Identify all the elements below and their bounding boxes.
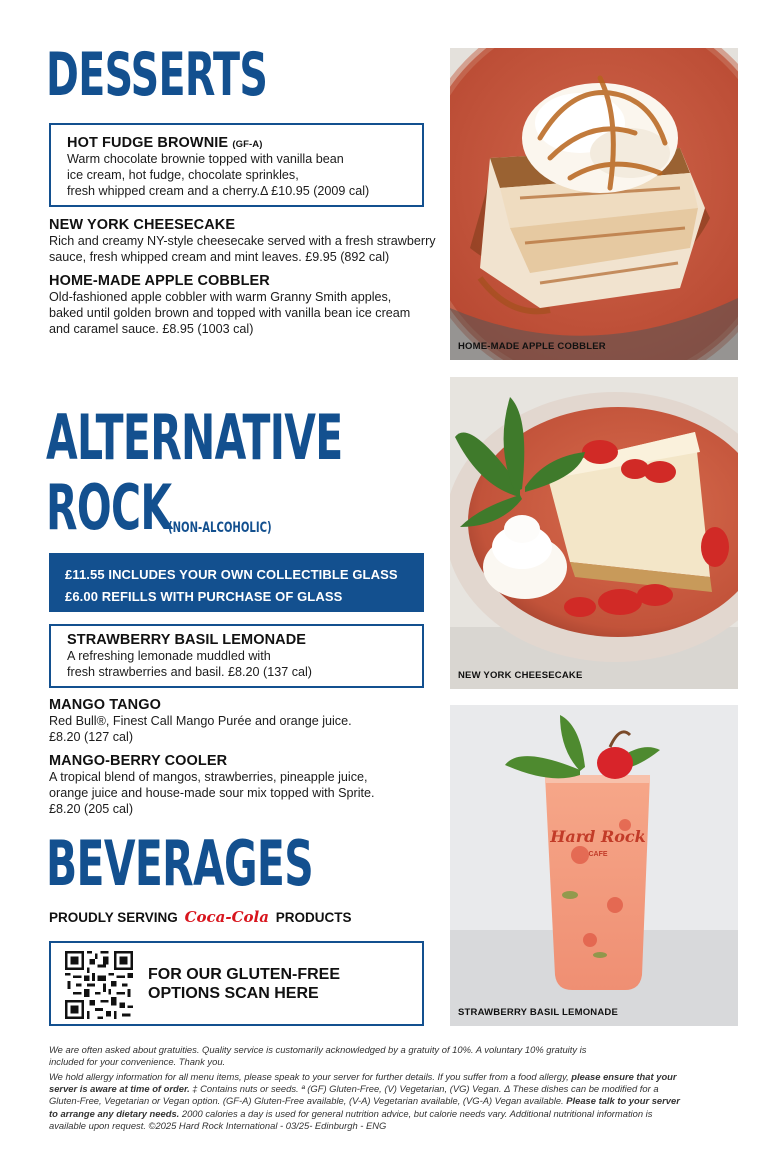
item-description: A refreshing lemonade muddled with fresh strawberries and basil. £8.20 (137 cal) <box>67 649 313 679</box>
item-name: MANGO TANGO <box>49 697 161 713</box>
banner-line: £11.55 INCLUDES YOUR OWN COLLECTIBLE GLASS <box>65 567 398 582</box>
item-description: Old-fashioned apple cobbler with warm Granny Smith apples, baked until golden brown and topped with vanilla bean ice cream and caramel sauce. £8.95 (1003 cal) <box>49 290 411 336</box>
serving-suffix: PRODUCTS <box>275 910 352 925</box>
serving-prefix: PROUDLY SERVING <box>49 910 178 925</box>
featured-drink-box <box>49 624 424 688</box>
banner-line: £6.00 REFILLS WITH PURCHASE OF GLASS <box>65 589 343 604</box>
alt-rock-tag: (NON-ALCOHOLIC) <box>168 520 272 536</box>
item-name: STRAWBERRY BASIL LEMONADE <box>67 632 307 648</box>
proudly-serving-line <box>49 908 351 926</box>
item-description: Rich and creamy NY-style cheesecake served with a fresh strawberry sauce, fresh whipped cream and mint leaves. £9.95 (892 cal) <box>49 234 436 264</box>
cheesecake-image <box>450 377 738 689</box>
item-description: Warm chocolate brownie topped with vanilla bean ice cream, hot fudge, chocolate sprinkles, fresh whipped cream and a cherry.Δ £10.95 (2009 cal) <box>67 152 370 198</box>
item-description: A tropical blend of mangos, strawberries, pineapple juice, orange juice and house-made sour mix topped with Sprite. £8.20 (205 cal) <box>49 770 375 816</box>
menu-item-apple-cobbler <box>49 273 444 337</box>
glass-logo-subtext: CAFE <box>588 851 608 858</box>
strawberry-lemonade-photo <box>450 705 738 1026</box>
photo-caption: NEW YORK CHEESECAKE <box>458 670 583 681</box>
item-name: NEW YORK CHEESECAKE <box>49 217 236 233</box>
menu-item-cheesecake <box>49 217 444 265</box>
qr-prompt: FOR OUR GLUTEN-FREE OPTIONS SCAN HERE <box>148 966 340 1002</box>
cheesecake-photo <box>450 377 738 689</box>
menu-item-mango-tango <box>49 697 444 745</box>
apple-cobbler-photo <box>450 48 738 360</box>
item-name: HOME-MADE APPLE COBBLER <box>49 273 270 289</box>
glass-offer-banner <box>49 553 424 612</box>
item-description: Red Bull®, Finest Call Mango Purée and orange juice. £8.20 (127 cal) <box>49 714 352 744</box>
desserts-title: DESSERTS <box>46 40 268 110</box>
lemonade-image <box>450 705 738 1026</box>
featured-dessert-box <box>49 123 424 207</box>
gluten-free-qr-box[interactable] <box>49 941 424 1026</box>
alt-rock-title-line2: ROCK <box>46 471 172 544</box>
alt-rock-title-line1: ALTERNATIVE <box>46 401 343 474</box>
allergy-note: We hold allergy information for all menu items, please speak to your server for further details. If you suffer from a food allergy, please ensure that your server is aware at time of order. ‡ Contains nuts or seeds. ª (GF) Gluten-Free, (V) Vegetarian, (VG) Vegan. Δ These dishes can be modified for a Gluten-Free, Vegetarian or Vegan option. (GF-A) Gluten-Free available, (V-A) Vegetarian available, (VG-A) Vegan available. Please talk to your server to arrange any dietary needs. 2000 calories a day is used for general nutrition advice, but calorie needs vary. Additional nutritional information is available upon request. ©2025 Hard Rock International - 03/25- Edinburgh - ENG <box>49 1071 680 1131</box>
photo-caption: HOME-MADE APPLE COBBLER <box>458 341 606 352</box>
photo-caption: STRAWBERRY BASIL LEMONADE <box>458 1007 619 1018</box>
coca-cola-logo: Coca-Cola <box>184 908 269 926</box>
gratuity-note: We are often asked about gratuities. Quality service is customarily acknowledged by a gratuity of 10%. A voluntary 10% gratuity is included for your convenience. Thank you. <box>49 1044 587 1068</box>
item-name: MANGO-BERRY COOLER <box>49 753 228 769</box>
qr-code-icon[interactable] <box>65 951 133 1019</box>
item-name: HOT FUDGE BROWNIE (GF-A) <box>67 135 263 151</box>
menu-item-mango-berry <box>49 753 444 817</box>
glass-logo-text: Hard Rock <box>550 827 646 846</box>
beverages-title: BEVERAGES <box>46 827 314 900</box>
apple-cobbler-image <box>450 48 738 360</box>
diet-tag: (GF-A) <box>232 139 263 150</box>
